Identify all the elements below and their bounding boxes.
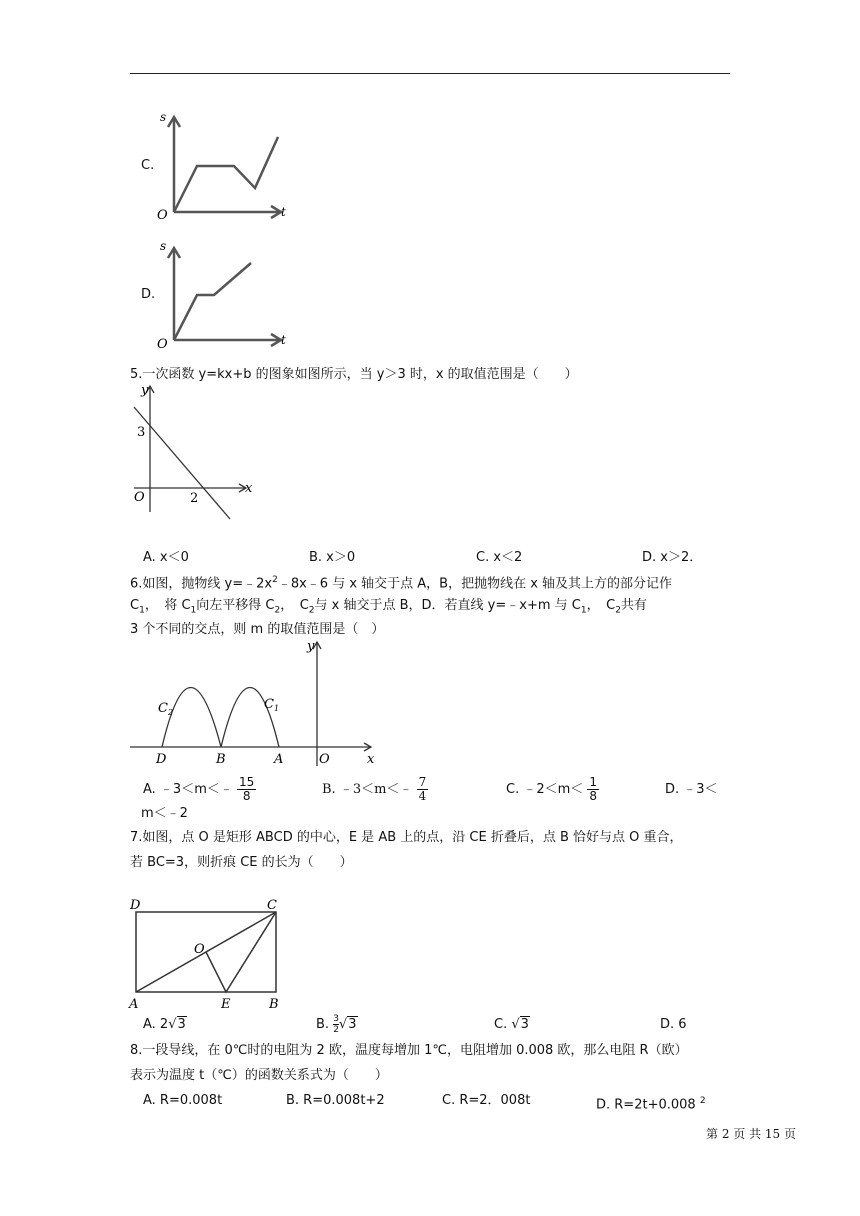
q4-option-c-graph — [155, 105, 295, 227]
q7-option-a: A. 2√3 — [143, 1017, 186, 1032]
q6-label-c2: $C_2$ — [158, 701, 174, 717]
q4c-origin: O — [157, 208, 168, 223]
q7-label-a: A — [129, 997, 139, 1012]
q6-option-c: C. ﹣2＜m＜ $\frac{1}{8}$ — [506, 775, 598, 803]
q7-stem-line1: 7.如图，点 O 是矩形 ABCD 的中心，E 是 AB 上的点，沿 CE 折叠后，点 B 恰好与点 O 重合， — [130, 830, 683, 845]
q6-label-c1: $C_1$ — [264, 697, 280, 713]
q8-stem-line1: 8.一段导线，在 0℃时的电阻为 2 欧，温度每增加 1℃，电阻增加 0.008 欧，那么电阻 R（欧） — [130, 1043, 688, 1058]
q5-stem: 5.一次函数 y=kx+b 的图象如图所示，当 y＞3 时，x 的取值范围是（ ） — [130, 367, 578, 382]
q7-label-c: C — [267, 898, 277, 913]
q6-label-d: D — [156, 752, 167, 767]
page-footer: 第 2 页 共 15 页 — [706, 1127, 796, 1141]
q8-option-a: A. R=0.008t — [143, 1093, 223, 1108]
q6-axis-x: x — [367, 752, 375, 767]
q5-label-2: 2 — [190, 491, 199, 506]
header-rule — [130, 73, 730, 74]
q5-figure — [128, 380, 258, 522]
q5-axis-y: y — [141, 383, 149, 398]
q5-axis-x: x — [245, 481, 253, 496]
q7-label-d: D — [130, 898, 141, 913]
q4d-axis-s: s — [160, 239, 167, 253]
q8-option-d: D. R=2t+0.008 $^2$ — [596, 1096, 706, 1113]
q4-option-c-label: C. — [141, 158, 155, 173]
q4d-origin: O — [157, 337, 168, 352]
q6-stem-line2: $C_1$， 将 $C_1$向左平移得 $C_2$， $C_2$与 x 轴交于点 B，D．若直线 y=﹣x+m 与 $C_1$， $C_2$共有 — [130, 598, 647, 616]
q7-label-e: E — [221, 997, 231, 1012]
q8-option-b: B. R=0.008t+2 — [286, 1093, 385, 1108]
q4-option-d-graph — [155, 236, 295, 354]
q6-stem-line1: 6.如图，抛物线 $y=﹣2x^2﹣8x﹣6$ 与 x 轴交于点 A，B，把抛物线在 x 轴及其上方的部分记作 — [130, 575, 673, 592]
q7-label-b: B — [269, 997, 279, 1012]
q6-label-a: A — [274, 752, 284, 767]
q4c-axis-t: t — [281, 205, 286, 219]
q7-figure — [126, 894, 288, 1016]
q7-option-c: C. √3 — [494, 1017, 529, 1032]
q5-option-c: C. x＜2 — [476, 550, 523, 565]
q6-axis-y: y — [307, 639, 315, 654]
q6-option-b: B. ﹣3＜m＜﹣ $\frac{7}{4}$ — [322, 775, 427, 803]
q7-label-o: O — [194, 942, 205, 957]
q6-label-b: B — [216, 752, 226, 767]
q6-figure — [128, 636, 378, 770]
q4d-axis-t: t — [281, 333, 286, 347]
q6-option-a: A. ﹣3＜m＜﹣ $\frac{15}{8}$ — [143, 775, 255, 803]
q5-option-a: A. x＜0 — [143, 550, 189, 565]
q6-origin: O — [319, 752, 330, 767]
q4-option-d-label: D. — [141, 287, 156, 302]
q6-option-d-line1: D. ﹣3＜ — [665, 782, 718, 797]
q7-stem-line2: 若 BC=3，则折痕 CE 的长为（ ） — [130, 855, 353, 870]
q7-option-b: B. $\frac{3}{2}$ √3 — [316, 1014, 357, 1035]
q4c-axis-s: s — [160, 110, 167, 124]
q5-origin: O — [134, 490, 145, 505]
q5-option-d: D. x＞2． — [642, 550, 703, 565]
q6-option-d-line2: m＜﹣2 — [141, 806, 188, 821]
q8-option-c: C. R=2．008t — [442, 1093, 531, 1108]
q6-stem-line3: 3 个不同的交点，则 m 的取值范围是（ ） — [130, 622, 385, 637]
q7-option-d: D. 6 — [660, 1017, 687, 1032]
q5-label-3: 3 — [137, 425, 146, 440]
q5-option-b: B. x＞0 — [309, 550, 356, 565]
q8-stem-line2: 表示为温度 t（℃）的函数关系式为（ ） — [130, 1068, 388, 1083]
